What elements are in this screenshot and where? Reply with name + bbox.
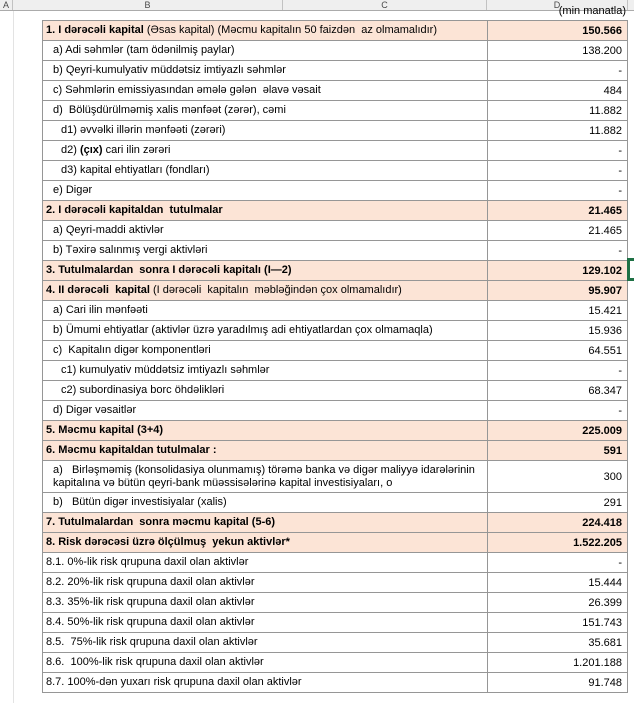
table-row: [43, 61, 627, 81]
label-text: (I dərəcəli kapitalın məbləğindən çox olmamalıdır): [153, 284, 402, 296]
table-row: [43, 381, 627, 401]
label-text-bold: 3. Tutulmalardan sonra I dərəcəli kapitalı (I—2): [46, 264, 292, 276]
row-label-cell[interactable]: [43, 533, 488, 552]
row-label-cell[interactable]: [43, 401, 488, 420]
table-row: [43, 441, 627, 461]
row-value-cell[interactable]: -: [618, 364, 622, 377]
label-text: 8.1. 0%-lik risk qrupuna daxil olan aktivlər: [46, 556, 249, 568]
row-value-cell[interactable]: 225.009: [582, 424, 622, 437]
label-text: c1) kumulyativ müddətsiz imtiyazlı səhmlər: [61, 364, 270, 376]
row-value-cell[interactable]: 21.465: [588, 224, 622, 237]
row-value-cell[interactable]: -: [618, 164, 622, 177]
column-header-b[interactable]: B: [13, 0, 283, 10]
table-row: [43, 613, 627, 633]
table-row: [43, 633, 627, 653]
row-value-cell[interactable]: 68.347: [588, 384, 622, 397]
row-value-cell[interactable]: 11.882: [589, 104, 622, 117]
row-label-cell[interactable]: [43, 573, 488, 592]
row-value-cell[interactable]: 21.465: [588, 204, 622, 217]
row-value-cell[interactable]: 591: [603, 444, 622, 457]
label-text: 8.4. 50%-lik risk qrupuna daxil olan aktivlər: [46, 616, 255, 628]
row-label-cell[interactable]: [43, 181, 488, 200]
label-text-bold: 7. Tutulmalardan sonra məcmu kapital (5-6): [46, 516, 276, 528]
row-value-cell[interactable]: 291: [603, 496, 622, 509]
capital-table: [42, 20, 628, 693]
label-text: c2) subordinasiya borc öhdəlikləri: [61, 384, 225, 396]
label-text: (Əsas kapital) (Məcmu kapitalın 50 faizdən az olmamalıdır): [146, 24, 437, 36]
label-text: cari ilin zərəri: [102, 144, 171, 156]
row-value-cell[interactable]: 35.681: [588, 636, 622, 649]
label-text: c) Səhmlərin emissiyasından əmələ gələn əlavə vəsait: [53, 84, 321, 96]
label-text-bold: (çıx): [79, 144, 103, 156]
row-label-cell[interactable]: [43, 141, 488, 160]
row-label-cell[interactable]: [43, 261, 488, 280]
table-row: [43, 121, 627, 141]
row-value-cell[interactable]: 11.882: [589, 124, 622, 137]
row-label-cell[interactable]: [43, 361, 488, 380]
label-text: b) Bütün digər investisiyalar (xalis): [53, 496, 227, 508]
label-text: b) Qeyri-kumulyativ müddətsiz imtiyazlı səhmlər: [53, 64, 286, 76]
table-row: [43, 41, 627, 61]
row-label-cell[interactable]: [43, 161, 488, 180]
table-row: [43, 241, 627, 261]
row-label-cell[interactable]: [43, 613, 488, 632]
row-value-cell[interactable]: 91.748: [588, 676, 622, 689]
row-value-cell[interactable]: 15.936: [588, 324, 622, 337]
row-label-cell[interactable]: [43, 653, 488, 672]
table-row: [43, 513, 627, 533]
row-label-cell[interactable]: [43, 21, 488, 40]
column-header-c[interactable]: C: [283, 0, 487, 10]
table-row: [43, 553, 627, 573]
row-label-cell[interactable]: [43, 633, 488, 652]
table-row: [43, 493, 627, 513]
column-header-a[interactable]: A: [0, 0, 13, 10]
table-row: [43, 181, 627, 201]
table-row: [43, 421, 627, 441]
row-label-cell[interactable]: [43, 201, 488, 220]
row-label-cell[interactable]: [43, 421, 488, 440]
row-value-cell[interactable]: -: [618, 144, 622, 157]
row-label-cell[interactable]: [43, 341, 488, 360]
row-value-cell[interactable]: 95.907: [588, 284, 622, 297]
label-text: b) Ümumi ehtiyatlar (aktivlər üzrə yaradılmış adi ehtiyatlardan çox olmamaqla): [53, 324, 433, 336]
row-label-cell[interactable]: [43, 513, 488, 532]
table-row: [43, 301, 627, 321]
row-value-cell[interactable]: -: [618, 64, 622, 77]
row-label-cell[interactable]: [43, 553, 488, 572]
table-row: [43, 281, 627, 301]
label-text-bold: 6. Məcmu kapitaldan tutulmalar :: [46, 444, 217, 456]
label-text: e) Digər: [53, 184, 93, 196]
table-row: [43, 533, 627, 553]
row-label-cell[interactable]: [43, 593, 488, 612]
table-row: [43, 461, 627, 493]
row-value-cell[interactable]: 150.566: [582, 24, 622, 37]
label-text: 8.2. 20%-lik risk qrupuna daxil olan aktivlər: [46, 576, 255, 588]
row-label-cell[interactable]: [43, 41, 488, 60]
unit-note-cell[interactable]: (min manatla): [558, 5, 626, 17]
row-label-cell[interactable]: [43, 221, 488, 240]
row-label-cell[interactable]: [43, 461, 488, 492]
row-label-cell[interactable]: [43, 241, 488, 260]
label-text: 8.3. 35%-lik risk qrupuna daxil olan aktivlər: [46, 596, 255, 608]
row-label-cell[interactable]: [43, 673, 488, 692]
label-text-bold: 1. I dərəcəli kapital: [46, 24, 147, 36]
label-text: 8.5. 75%-lik risk qrupuna daxil olan aktivlər: [46, 636, 258, 648]
row-label-cell[interactable]: [43, 381, 488, 400]
label-text: b) Təxirə salınmış vergi aktivləri: [53, 244, 208, 256]
label-text: c) Kapitalın digər komponentləri: [53, 344, 211, 356]
row-label-cell[interactable]: [43, 441, 488, 460]
label-text-bold: 8. Risk dərəcəsi üzrə ölçülmuş yekun aktivlər*: [46, 536, 290, 548]
row-value-cell[interactable]: 26.399: [588, 596, 622, 609]
row-label-cell[interactable]: [43, 61, 488, 80]
row-label-cell[interactable]: [43, 281, 488, 300]
table-row: [43, 221, 627, 241]
label-text: d1) əvvəlki illərin mənfəəti (zərəri): [61, 124, 226, 136]
row-value-cell[interactable]: 1.522.205: [573, 536, 622, 549]
label-text-bold: 2. I dərəcəli kapitaldan tutulmalar: [46, 204, 223, 216]
row-value-cell[interactable]: 129.102: [582, 264, 622, 277]
table-row: [43, 573, 627, 593]
row-label-cell[interactable]: [43, 121, 488, 140]
table-row: [43, 401, 627, 421]
label-text: 8.6. 100%-lik risk qrupuna daxil olan aktivlər: [46, 656, 264, 668]
table-row: [43, 673, 627, 693]
label-text: d2): [61, 144, 80, 156]
table-row: [43, 593, 627, 613]
row-value-cell[interactable]: 64.551: [588, 344, 622, 357]
table-row: [43, 321, 627, 341]
row-value-cell[interactable]: 484: [603, 84, 622, 97]
row-value-cell[interactable]: 15.421: [588, 304, 622, 317]
row-value-cell[interactable]: 151.743: [582, 616, 622, 629]
row-value-cell[interactable]: 224.418: [582, 516, 622, 529]
row-label-cell[interactable]: [43, 101, 488, 120]
table-row: [43, 81, 627, 101]
sheet-gridline: [13, 11, 14, 703]
table-row: [43, 341, 627, 361]
column-header-d[interactable]: D: [487, 0, 628, 10]
label-text: d) Bölüşdürülməmiş xalis mənfəət (zərər), cəmi: [53, 104, 286, 116]
label-text: a) Adi səhmlər (tam ödənilmiş paylar): [53, 44, 235, 56]
table-row: [43, 261, 627, 281]
label-text-bold: 4. II dərəcəli kapital: [46, 284, 153, 296]
row-label-cell[interactable]: [43, 493, 488, 512]
table-row: [43, 201, 627, 221]
label-text: d) Digər vəsaitlər: [53, 404, 137, 416]
table-row: [43, 653, 627, 673]
label-text: a) Birləşməmiş (konsolidasiya olunmamış) törəmə banka və digər maliyyə idarələrinin kapitalına və bütün qeyri-bank müəssisələrinə kapital investisiyaları, o: [53, 463, 478, 489]
row-value-cell[interactable]: -: [618, 404, 622, 417]
column-header-edge[interactable]: [628, 0, 634, 10]
table-row: [43, 141, 627, 161]
row-value-cell[interactable]: -: [618, 184, 622, 197]
label-text: a) Cari ilin mənfəəti: [53, 304, 148, 316]
label-text: a) Qeyri-maddi aktivlər: [53, 224, 164, 236]
table-row: [43, 21, 627, 41]
row-value-cell[interactable]: -: [618, 556, 622, 569]
row-label-cell[interactable]: [43, 81, 488, 100]
row-label-cell[interactable]: [43, 321, 488, 340]
row-label-cell[interactable]: [43, 301, 488, 320]
row-value-cell[interactable]: -: [618, 244, 622, 257]
cell-selection-bracket: [627, 258, 634, 281]
label-text-bold: 5. Məcmu kapital (3+4): [46, 424, 164, 436]
row-value-cell[interactable]: 138.200: [582, 44, 622, 57]
label-text: d3) kapital ehtiyatları (fondları): [61, 164, 210, 176]
table-row: [43, 361, 627, 381]
table-row: [43, 161, 627, 181]
row-value-cell[interactable]: 1.201.188: [573, 656, 622, 669]
row-value-cell[interactable]: 300: [603, 470, 622, 483]
label-text: 8.7. 100%-dən yuxarı risk qrupuna daxil olan aktivlər: [46, 676, 302, 688]
row-value-cell[interactable]: 15.444: [588, 576, 622, 589]
table-row: [43, 101, 627, 121]
